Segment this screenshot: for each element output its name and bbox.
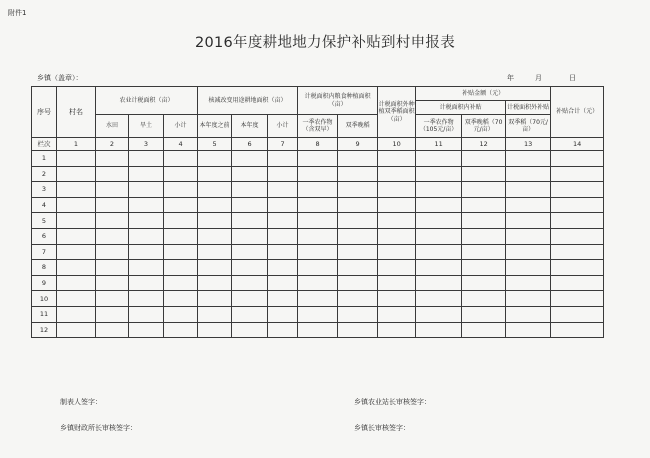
data-cell[interactable]: [268, 151, 298, 167]
data-cell[interactable]: [232, 322, 268, 338]
data-cell[interactable]: [378, 166, 416, 182]
data-cell[interactable]: [551, 322, 604, 338]
data-cell[interactable]: [129, 275, 164, 291]
data-cell[interactable]: [416, 275, 462, 291]
data-cell[interactable]: [164, 213, 198, 229]
data-cell[interactable]: [57, 197, 96, 213]
header-before-year: 本年度之前: [198, 115, 232, 138]
table-row: [32, 182, 604, 198]
lanci-cell: 9: [338, 138, 378, 151]
header-village: 村名: [57, 87, 96, 138]
data-cell[interactable]: [164, 260, 198, 276]
data-cell[interactable]: [416, 260, 462, 276]
data-cell[interactable]: [232, 306, 268, 322]
data-cell[interactable]: [298, 244, 338, 260]
data-cell[interactable]: [338, 291, 378, 307]
row-number: 10: [32, 291, 57, 307]
data-cell[interactable]: [551, 197, 604, 213]
data-cell[interactable]: [57, 182, 96, 198]
attachment-label: 附件1: [8, 9, 27, 17]
data-cell[interactable]: [96, 291, 129, 307]
data-cell[interactable]: [57, 244, 96, 260]
header-inside-subsidy: 计税面积内补贴: [416, 101, 506, 115]
data-cell[interactable]: [232, 166, 268, 182]
data-cell[interactable]: [378, 228, 416, 244]
data-cell[interactable]: [551, 260, 604, 276]
data-cell[interactable]: [268, 291, 298, 307]
data-cell[interactable]: [416, 197, 462, 213]
data-cell[interactable]: [164, 275, 198, 291]
data-cell[interactable]: [198, 260, 232, 276]
agri-station-signature-label: 乡镇农业站长审核签字：: [354, 398, 431, 406]
data-cell[interactable]: [338, 182, 378, 198]
lanci-cell: 8: [298, 138, 338, 151]
table-row: [32, 244, 604, 260]
data-cell[interactable]: [506, 182, 551, 198]
data-cell[interactable]: [198, 228, 232, 244]
data-cell[interactable]: [506, 291, 551, 307]
data-cell[interactable]: [129, 151, 164, 167]
data-cell[interactable]: [506, 213, 551, 229]
row-number: 3: [32, 182, 57, 198]
data-cell[interactable]: [506, 260, 551, 276]
data-cell[interactable]: [551, 182, 604, 198]
data-cell[interactable]: [298, 275, 338, 291]
data-cell[interactable]: [129, 166, 164, 182]
row-number: 2: [32, 166, 57, 182]
data-cell[interactable]: [551, 306, 604, 322]
data-cell[interactable]: [338, 213, 378, 229]
data-cell[interactable]: [232, 197, 268, 213]
lanci-cell: 11: [416, 138, 462, 151]
data-cell[interactable]: [129, 260, 164, 276]
data-cell[interactable]: [378, 244, 416, 260]
data-cell[interactable]: [57, 291, 96, 307]
data-cell[interactable]: [232, 213, 268, 229]
data-cell[interactable]: [298, 260, 338, 276]
header-outside-double-rate: 双季稻（70元/亩）: [506, 115, 551, 138]
data-cell[interactable]: [268, 275, 298, 291]
data-cell[interactable]: [129, 182, 164, 198]
data-cell[interactable]: [338, 306, 378, 322]
table-row: [32, 166, 604, 182]
lanci-cell: 14: [551, 138, 604, 151]
lanci-cell: 4: [164, 138, 198, 151]
data-cell[interactable]: [164, 182, 198, 198]
data-cell[interactable]: [198, 166, 232, 182]
data-cell[interactable]: [338, 260, 378, 276]
data-cell[interactable]: [506, 197, 551, 213]
lanci-cell: 12: [462, 138, 506, 151]
data-cell[interactable]: [462, 291, 506, 307]
data-cell[interactable]: [129, 197, 164, 213]
data-cell[interactable]: [164, 291, 198, 307]
data-cell[interactable]: [338, 228, 378, 244]
header-reduce-area: 核减改变用途耕地面积（亩）: [198, 87, 298, 115]
lanci-cell: 1: [57, 138, 96, 151]
data-cell[interactable]: [198, 291, 232, 307]
table-row: [32, 306, 604, 322]
finance-signature-label: 乡镇财政所长审核签字：: [60, 424, 137, 432]
data-cell[interactable]: [268, 166, 298, 182]
data-cell[interactable]: [506, 306, 551, 322]
lanci-cell: 3: [129, 138, 164, 151]
data-cell[interactable]: [416, 244, 462, 260]
data-cell[interactable]: [416, 213, 462, 229]
table-row: [32, 151, 604, 167]
data-cell[interactable]: [506, 275, 551, 291]
data-cell[interactable]: [298, 306, 338, 322]
lanci-cell: 7: [268, 138, 298, 151]
data-cell[interactable]: [198, 275, 232, 291]
data-cell[interactable]: [96, 182, 129, 198]
data-cell[interactable]: [57, 213, 96, 229]
lanci-cell: 2: [96, 138, 129, 151]
data-cell[interactable]: [268, 260, 298, 276]
data-cell[interactable]: [57, 275, 96, 291]
data-cell[interactable]: [338, 322, 378, 338]
data-cell[interactable]: [129, 213, 164, 229]
data-cell[interactable]: [506, 228, 551, 244]
header-seq: 序号: [32, 87, 57, 138]
header-single-crop-rate: 一季农作物（105元/亩）: [416, 115, 462, 138]
row-number: 9: [32, 275, 57, 291]
data-cell[interactable]: [268, 244, 298, 260]
data-cell[interactable]: [232, 182, 268, 198]
data-cell[interactable]: [416, 151, 462, 167]
data-cell[interactable]: [232, 228, 268, 244]
data-cell[interactable]: [96, 260, 129, 276]
data-cell[interactable]: [378, 213, 416, 229]
data-cell[interactable]: [462, 197, 506, 213]
data-cell[interactable]: [164, 197, 198, 213]
header-this-year: 本年度: [232, 115, 268, 138]
data-cell[interactable]: [198, 244, 232, 260]
data-cell[interactable]: [506, 151, 551, 167]
data-cell[interactable]: [96, 197, 129, 213]
date-year-label: 年: [507, 74, 514, 82]
data-cell[interactable]: [268, 197, 298, 213]
data-cell[interactable]: [57, 166, 96, 182]
data-cell[interactable]: [338, 275, 378, 291]
data-cell[interactable]: [378, 260, 416, 276]
data-cell[interactable]: [506, 166, 551, 182]
data-cell[interactable]: [96, 306, 129, 322]
data-cell[interactable]: [198, 306, 232, 322]
data-cell[interactable]: [129, 306, 164, 322]
data-cell[interactable]: [232, 151, 268, 167]
data-cell[interactable]: [506, 322, 551, 338]
data-cell[interactable]: [198, 197, 232, 213]
data-cell[interactable]: [57, 151, 96, 167]
row-number: 12: [32, 322, 57, 338]
data-cell[interactable]: [57, 322, 96, 338]
data-cell[interactable]: [338, 151, 378, 167]
data-cell[interactable]: [551, 291, 604, 307]
header-dryland: 旱土: [129, 115, 164, 138]
data-cell[interactable]: [378, 291, 416, 307]
data-cell[interactable]: [268, 182, 298, 198]
data-cell[interactable]: [551, 228, 604, 244]
data-cell[interactable]: [57, 228, 96, 244]
table-row: [32, 260, 604, 276]
page-title: 2016年度耕地地力保护补贴到村申报表: [194, 35, 456, 51]
data-cell[interactable]: [164, 151, 198, 167]
data-cell[interactable]: [378, 197, 416, 213]
data-cell[interactable]: [129, 322, 164, 338]
data-cell[interactable]: [96, 213, 129, 229]
lanci-cell: 13: [506, 138, 551, 151]
data-cell[interactable]: [298, 151, 338, 167]
data-cell[interactable]: [164, 166, 198, 182]
header-subtotal-reduce: 小计: [268, 115, 298, 138]
table-row: [32, 322, 604, 338]
data-cell[interactable]: [232, 260, 268, 276]
data-cell[interactable]: [129, 244, 164, 260]
data-cell[interactable]: [462, 244, 506, 260]
data-cell[interactable]: [57, 306, 96, 322]
data-cell[interactable]: [462, 322, 506, 338]
data-cell[interactable]: [462, 151, 506, 167]
data-cell[interactable]: [164, 306, 198, 322]
data-cell[interactable]: [378, 275, 416, 291]
data-cell[interactable]: [462, 213, 506, 229]
header-single-crop: 一季农作物（含双早）: [298, 115, 338, 138]
data-cell[interactable]: [416, 291, 462, 307]
data-cell[interactable]: [416, 182, 462, 198]
lanci-cell: 5: [198, 138, 232, 151]
data-cell[interactable]: [268, 322, 298, 338]
data-cell[interactable]: [96, 228, 129, 244]
data-cell[interactable]: [551, 213, 604, 229]
data-cell[interactable]: [462, 275, 506, 291]
data-cell[interactable]: [298, 197, 338, 213]
data-cell[interactable]: [506, 244, 551, 260]
row-number: 8: [32, 260, 57, 276]
data-cell[interactable]: [416, 322, 462, 338]
data-cell[interactable]: [96, 322, 129, 338]
data-cell[interactable]: [164, 228, 198, 244]
header-total: 补贴合计（元）: [551, 87, 604, 138]
data-cell[interactable]: [298, 228, 338, 244]
data-cell[interactable]: [268, 228, 298, 244]
mayor-signature-label: 乡镇长审核签字：: [354, 424, 410, 432]
header-agri-area: 农业计税面积（亩）: [96, 87, 198, 115]
data-cell[interactable]: [232, 244, 268, 260]
data-cell[interactable]: [551, 151, 604, 167]
data-cell[interactable]: [298, 213, 338, 229]
data-cell[interactable]: [298, 291, 338, 307]
row-number: 4: [32, 197, 57, 213]
data-cell[interactable]: [416, 166, 462, 182]
data-cell[interactable]: [164, 322, 198, 338]
preparer-signature-label: 制表人签字：: [60, 398, 102, 406]
data-cell[interactable]: [298, 182, 338, 198]
row-number: 6: [32, 228, 57, 244]
data-cell[interactable]: [416, 228, 462, 244]
township-seal-label: 乡镇（盖章）：: [37, 74, 83, 82]
table-row: [32, 275, 604, 291]
data-cell[interactable]: [232, 291, 268, 307]
data-cell[interactable]: [268, 213, 298, 229]
data-cell[interactable]: [378, 306, 416, 322]
header-subtotal-agri: 小计: [164, 115, 198, 138]
data-cell[interactable]: [129, 291, 164, 307]
data-cell[interactable]: [462, 182, 506, 198]
data-cell[interactable]: [198, 322, 232, 338]
table-row: [32, 197, 604, 213]
lanci-label: 栏次: [32, 138, 57, 151]
data-cell[interactable]: [298, 322, 338, 338]
table-row: [32, 213, 604, 229]
data-cell[interactable]: [96, 166, 129, 182]
row-number: 7: [32, 244, 57, 260]
lanci-cell: 10: [378, 138, 416, 151]
data-cell[interactable]: [416, 306, 462, 322]
subsidy-report-table: [31, 86, 604, 338]
data-cell[interactable]: [198, 213, 232, 229]
data-cell[interactable]: [462, 166, 506, 182]
data-cell[interactable]: [298, 166, 338, 182]
data-cell[interactable]: [96, 244, 129, 260]
data-cell[interactable]: [268, 306, 298, 322]
header-outside-subsidy: 计税面积外补贴: [506, 101, 551, 115]
data-cell[interactable]: [551, 244, 604, 260]
data-cell[interactable]: [378, 151, 416, 167]
date-month-label: 月: [535, 74, 542, 82]
table-row: [32, 228, 604, 244]
header-double-late-rate: 双季晚稻（70元/亩）: [462, 115, 506, 138]
header-grain-area: 计税面积内粮食种植面积（亩）: [298, 87, 378, 115]
header-double-late: 双季晚稻: [338, 115, 378, 138]
header-subsidy-amount: 补贴金额（元）: [416, 87, 551, 101]
data-cell[interactable]: [378, 182, 416, 198]
data-cell[interactable]: [198, 182, 232, 198]
data-cell[interactable]: [96, 275, 129, 291]
data-cell[interactable]: [129, 228, 164, 244]
data-cell[interactable]: [338, 244, 378, 260]
data-cell[interactable]: [57, 260, 96, 276]
data-cell[interactable]: [462, 306, 506, 322]
table-row: [32, 291, 604, 307]
lanci-cell: 6: [232, 138, 268, 151]
table-body: [32, 151, 604, 338]
data-cell[interactable]: [164, 244, 198, 260]
data-cell[interactable]: [96, 151, 129, 167]
data-cell[interactable]: [232, 275, 268, 291]
data-cell[interactable]: [462, 228, 506, 244]
row-number: 11: [32, 306, 57, 322]
row-number: 1: [32, 151, 57, 167]
data-cell[interactable]: [198, 151, 232, 167]
data-cell[interactable]: [462, 260, 506, 276]
data-cell[interactable]: [338, 197, 378, 213]
data-cell[interactable]: [378, 322, 416, 338]
data-cell[interactable]: [551, 275, 604, 291]
data-cell[interactable]: [338, 166, 378, 182]
header-paddy: 水田: [96, 115, 129, 138]
data-cell[interactable]: [551, 166, 604, 182]
date-day-label: 日: [569, 74, 576, 82]
header-outside-area: 计税面积外种植双季稻面积（亩）: [378, 87, 416, 138]
row-number: 5: [32, 213, 57, 229]
